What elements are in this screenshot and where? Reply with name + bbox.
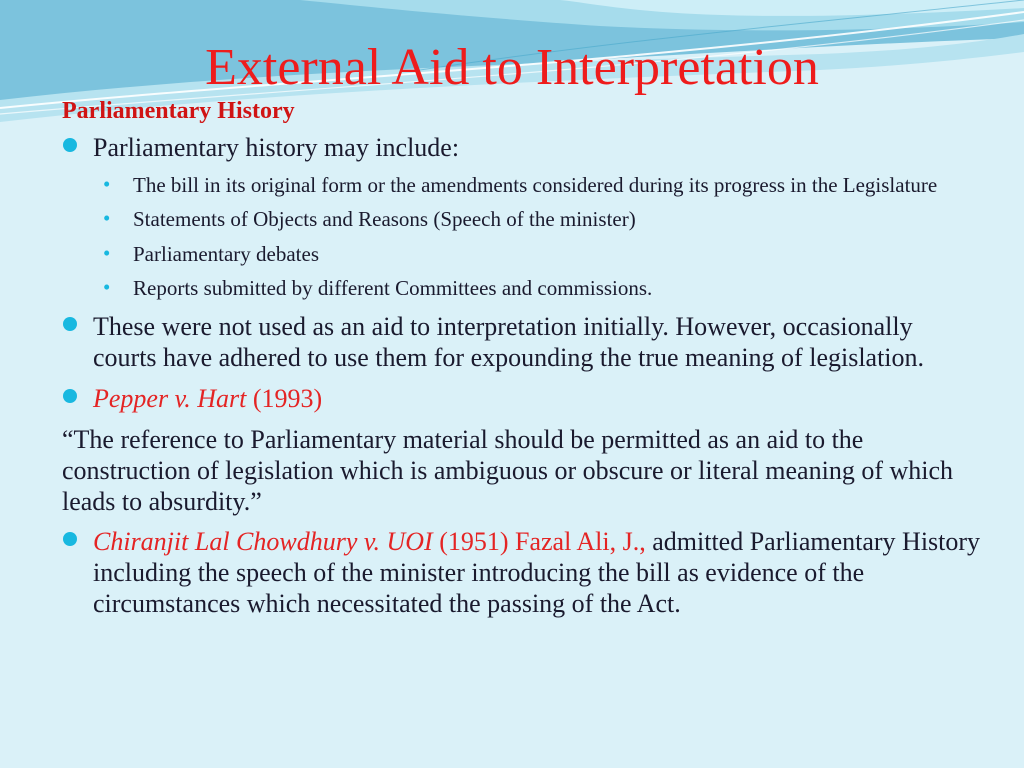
quote-paragraph: “The reference to Parliamentary material should be permitted as an aid to the construction of legislation which is ambiguous or obscure or literal meaning of which leads to absurdity.” [62, 425, 954, 516]
sub-bullet-dot-icon: • [103, 206, 111, 230]
bullet-pepper-v-hart [62, 383, 982, 414]
bullet-dot-icon [63, 532, 77, 546]
sub-bullet-dot-icon: • [103, 275, 111, 299]
sub-bullet-text: Parliamentary debates [133, 242, 320, 266]
bullet-text: These were not used as an aid to interpretation initially. However, occasionally courts have adhered to use them for expounding the true meaning of legislation. [93, 312, 925, 372]
case-year-judge: (1951) Fazal Ali, J., [432, 527, 646, 556]
slide-body [62, 132, 982, 619]
bullet-dot-icon [63, 389, 77, 403]
bullet-history-includes [62, 132, 982, 163]
case-name: Chiranjit Lal Chowdhury v. UOI [93, 527, 433, 556]
sub-bullet-text: The bill in its original form or the amendments considered during its progress in the Legislature [133, 173, 938, 197]
slide-title: External Aid to Interpretation [205, 39, 819, 96]
bullet-dot-icon [63, 317, 77, 331]
sub-bullet-dot-icon: • [103, 172, 111, 196]
section-subheading: Parliamentary History [62, 98, 295, 124]
bullet-dot-icon [63, 138, 77, 152]
sub-bullet-reports [103, 275, 982, 301]
bullet-not-used-initially [62, 311, 982, 373]
bullet-chiranjit-lal [62, 526, 982, 619]
sub-bullet-bill [103, 172, 982, 198]
bullet-text: Parliamentary history may include: [93, 133, 460, 162]
case-year: (1993) [246, 384, 323, 413]
case-name: Pepper v. Hart [93, 384, 247, 413]
bullet-text: admitted Parliamentary History including the speech of the minister introducing the bill as evidence of the circumstances which necessitated the passing of the Act. [93, 527, 981, 618]
sub-bullet-text: Statements of Objects and Reasons (Speech of the minister) [133, 207, 636, 231]
sub-bullet-objects-reasons [103, 206, 982, 232]
sub-bullet-debates [103, 241, 982, 267]
sub-bullet-text: Reports submitted by different Committees and commissions. [133, 276, 653, 300]
sub-bullet-dot-icon: • [103, 241, 111, 265]
